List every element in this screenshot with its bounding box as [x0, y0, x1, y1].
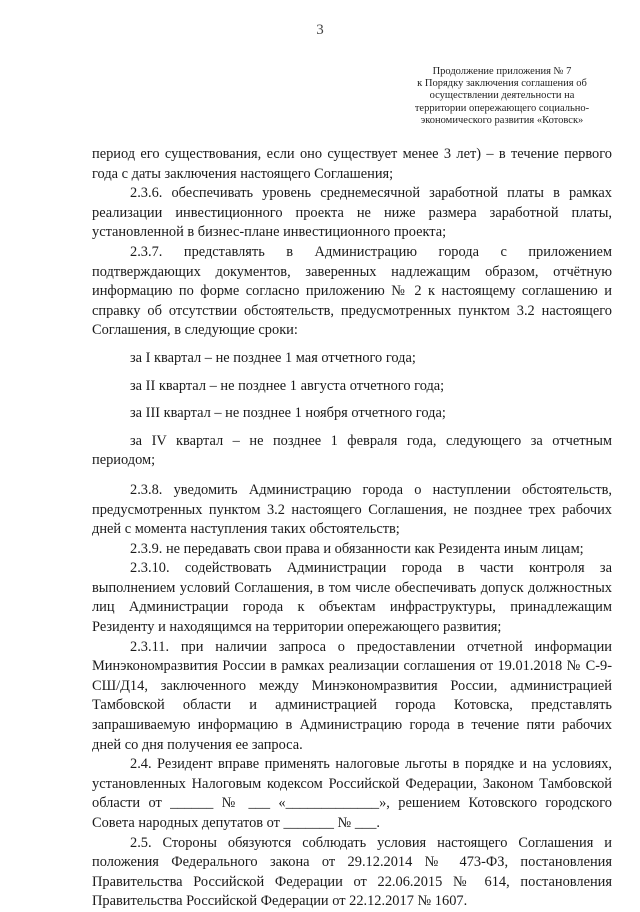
paragraph-2-3-9: 2.3.9. не передавать свои права и обязанности как Резидента иным лицам; — [130, 540, 584, 557]
deadline-q3: за III квартал – не позднее 1 ноября отчетного года; — [130, 405, 446, 422]
document-body — [92, 145, 612, 912]
header-note-line: Продолжение приложения № 7 — [432, 66, 572, 77]
appendix-header-note — [402, 66, 602, 127]
header-note-line: осуществлении деятельности на — [429, 90, 575, 102]
paragraph-2-5: 2.5. Стороны обязуются соблюдать условия настоящего Соглашения и положения Федерального закона от 29.12.2014 № 473-ФЗ, постановления Правительства Российской Федерации от 22.06.2015 № 614, постановления Правительства Российской Федерации от 22.12.2017 № 1607. — [92, 834, 612, 910]
paragraph-2-3-7: 2.3.7. представлять в Администрацию города с приложением подтверждающих документов, заверенных надлежащим образом, отчётную информацию по форме согласно приложению № 2 к настоящему соглашению и справку об отсутствии обстоятельств, предусмотренных пунктом 3.2 настоящего Соглашения, в следующие сроки: — [92, 243, 612, 339]
paragraph-2-3-6: 2.3.6. обеспечивать уровень среднемесячной заработной платы в рамках реализации инвестиционного проекта не ниже размера заработной платы, установленной в бизнес-плане инвестиционного проекта; — [92, 185, 612, 241]
deadline-q2: за II квартал – не позднее 1 августа отчетного года; — [130, 377, 445, 394]
header-note-line: к Порядку заключения соглашения об — [417, 78, 587, 90]
page-number: 3 — [316, 22, 324, 38]
header-note-line: экономического развития «Котовск» — [420, 114, 584, 126]
deadline-q1: за I квартал – не позднее 1 мая отчетного года; — [130, 349, 416, 366]
deadline-q4: за IV квартал – не позднее 1 февраля года, следующего за отчетным периодом; — [92, 432, 612, 469]
paragraph-2-3-8: 2.3.8. уведомить Администрацию города о наступлении обстоятельств, предусмотренных пунктом 3.2 настоящего Соглашения, не позднее трех рабочих дней с момента наступления таких обстоятельств; — [92, 481, 612, 538]
paragraph-continuation: период его существования, если оно существует менее 3 лет) – в течение первого года с даты заключения настоящего Соглашения; — [92, 146, 612, 182]
paragraph-2-3-11: 2.3.11. при наличии запроса о предоставлении отчетной информации Минэкономразвития России в рамках реализации соглашения от 19.01.2018 № С-9-СШ/Д14, заключенного между Минэкономразвития России, администрацией Тамбовской области и администрацией города Котовска, представлять запрашиваемую информацию в Администрацию города в течение пяти рабочих дней со дня получения ее запроса. — [92, 638, 612, 753]
paragraph-2-3-10: 2.3.10. содействовать Администрации города в части контроля за выполнением условий Соглашения, в том числе обеспечивать допуск должностных лиц Администрации города к объектам инфраструктуры, принадлежащим Резиденту и находящимся на территории опережающего развития; — [92, 560, 612, 636]
paragraph-2-4: 2.4. Резидент вправе применять налоговые льготы в порядке и на условиях, установленных Налоговым кодексом Российской Федерации, Законом Тамбовской области от ______ № ___ «_____________», решением Котовского городского Совета народных депутатов от _______ № ___. — [92, 756, 612, 831]
header-note-line: территории опережающего социально- — [414, 102, 590, 114]
